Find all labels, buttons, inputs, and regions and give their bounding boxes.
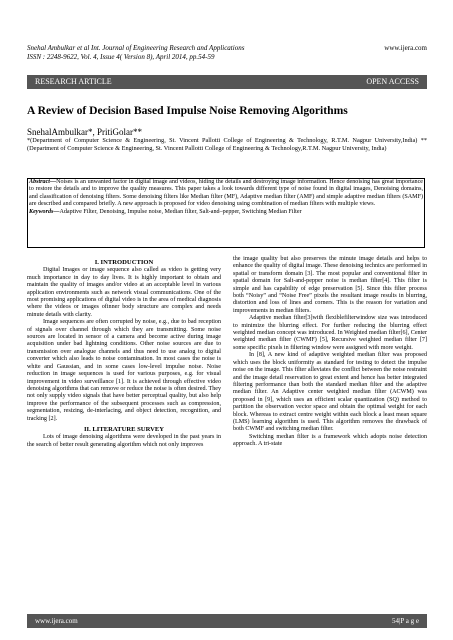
literature-paragraph-5: Switching median filter is a framework which adopts noise detection approach. A tri-state (233, 433, 427, 448)
page-number: 54|P a g e (392, 617, 419, 625)
literature-paragraph-1: Lots of image denoising algorithms were developed in the past years in the search of better result generating algorithm which not only improves (27, 434, 221, 448)
section-heading-literature: II. LITERATURE SURVEY (83, 425, 165, 433)
article-type-label: RESEARCH ARTICLE (35, 77, 112, 86)
open-access-label: OPEN ACCESS (366, 77, 419, 86)
keywords-text: Adaptive Filter, Denoising, Impulse noise, Median filter, Salt-and–pepper, Switching Median Filter (59, 208, 302, 215)
footer-website: www.ijera.com (35, 617, 78, 625)
page-footer (27, 614, 427, 628)
literature-paragraph-4: In [8], A new kind of adaptive weighted median filter was proposed which uses the block uniformity as standard for testing to detect the impulse noise on the image. This filter alleviates the conflict between the noise restraint and the image detail reservation to great extent and hence has better integrated filtering performance than both the standard median filter and the adaptive median filter. An Adaptive center weighted median filter (ACWM) was proposed in [9], which uses an efficient scalar quantization (SQ) method to partition the observation vector space and obtain the optimal weight for each block. Whereas to extract centre weight within each block a least mean square (LMS) learning algorithm is used. This algorithm removes the drawback of both CWMF and switching median filter. (233, 352, 427, 433)
intro-paragraph-2: Image sequences are often corrupted by noise, e.g., due to bad reception of signals over channel through which they are transmitting. Some noise sources are located in sensor of a camera and become active during image acquisition under bad lightning conditions. Other noise sources are due to transmission over analogue channels and thus need to use analog to digital converter which also leads to noise contamination. In most cases the noise is white and Gaussian, and in some cases low-level impulse noise. Noise reduction in image sequences is used for various purposes, e.g. for visual improvement in video surveillance [1]. It is achieved through effective video denoising algorithms that can remove or reduce the noise is often desired. They not only supply video signals that have better perceptual quality, but also help improve the performance of the subsequent processes such as compression, segmentation, resizing, de-interlacing, and object detection, recognition, and tracking [2]. (27, 319, 221, 422)
running-header (27, 44, 427, 61)
section-heading-introduction: I. INTRODUCTION (94, 259, 154, 266)
literature-paragraph-3: Adaptive median filter[3]with flexiblefilterwindow size was introduced to minimize the blurring effect. For further reducing the blurring effect weighted median concept was introduced. In Weighted median filter[6], Center weighted median filter (CWMF) [5], Recursive weighted median filter [7] some specific pixels in filtering window were assigned with more weight. (233, 315, 427, 351)
paper-title: A Review of Decision Based Impulse Noise Removing Algorithms (27, 104, 348, 117)
keywords-label: Keywords— (29, 208, 60, 215)
journal-line-1: Snehal Ambulkar et al Int. Journal of Engineering Research and Applications (27, 44, 245, 52)
journal-line-2: ISSN : 2248-9622, Vol. 4, Issue 4( Version 8), April 2014, pp.54-59 (27, 52, 215, 61)
affiliations: *(Department of Computer Science & Engineering, St. Vincent Pallotti College of Engineering & Technology, R.T.M. Nagpur University,India) **(Department of Computer Science & Engineering, St. Vincent Pallotti College of Engineering & Technology,R.T.M. Nagpur University, India) (27, 137, 427, 152)
left-column (27, 256, 221, 449)
abstract-label: Abstract— (29, 179, 57, 185)
article-type-band (27, 75, 427, 89)
literature-paragraph-2: the image quality but also preserves the minute image details and helps to enhance the quality of digital image. These denoising technics are performed in spatial or transform domain [3]. The most popular and conventional filter in spatial domain for Salt-and-pepper noise is median filter[4]. This filter is simple and has capability of edge preservation [5]. Since this filter process both “Noisy” and “Noise Free” pixels the resultant image results in blurring, distortion and loss of lines and corners. This is the reason for variation and improvements in median filters. (233, 256, 427, 314)
abstract-text: Noises is an unwanted factor in digital image and videos, hiding the details and destroying image information. Hence denoising has great importance to restore the details and to improve the quality measures. This paper takes a look towards different type of noise found in digital images, Denoising domains, and classification of denoising filters. Some denoising filters like Median filter (MF), Adaptive median filter (AMF) and simple adaptive median filters (SAMF) are described and compared briefly. A new approach is proposed for video denoising using combination of median filters with multiple views. (29, 179, 423, 208)
right-column (233, 256, 427, 449)
abstract-box (27, 178, 425, 248)
authors: SnehalAmbulkar*, PritiGolar** (27, 127, 142, 137)
journal-website: www.ijera.com (384, 44, 427, 52)
intro-paragraph-1: Digital Images or image sequence also called as video is getting very much importance in day to day lives. It is highly important to obtain and maintain the quality of images and/or video at an acceptable level in various application environments such as network visual communications. One of the most promising applications of digital video is in the area of medical diagnosis where the videos or images ofinner body structure are complex and needs minute details with clarity. (27, 267, 221, 318)
